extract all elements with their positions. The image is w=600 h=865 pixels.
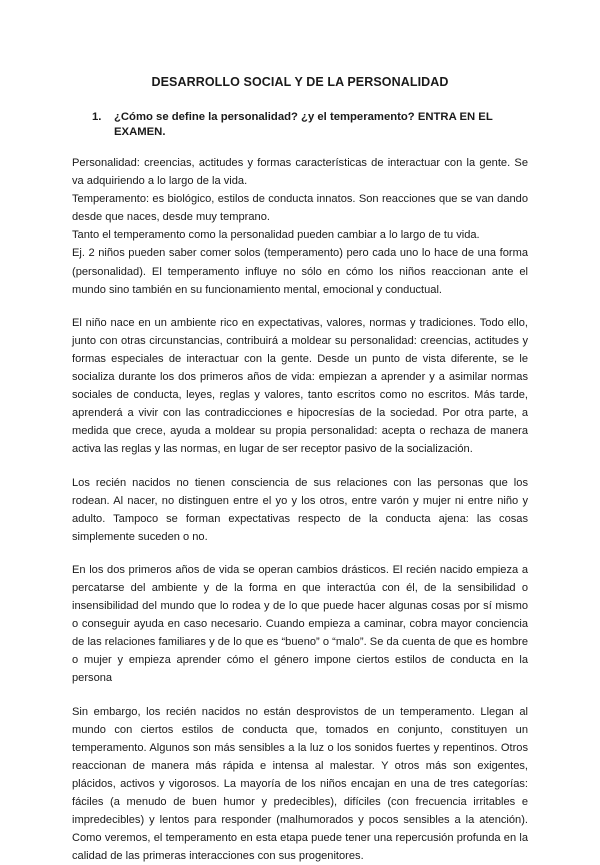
definition-change: Tanto el temperamento como la personalidad pueden cambiar a lo largo de tu vida. (72, 229, 480, 242)
paragraph-socialization: El niño nace en un ambiente rico en expectativas, valores, normas y tradiciones. Todo ello, junto con otras circunstancias, contribuirá a moldear su personalidad: creencias, actitudes y formas especiales de interactuar con la gente. Desde un punto de vista diferente, se le socializa durante los dos primeros años de vida: empiezan a aprender y a asimilar normas sociales de conducta, leyes, reglas y valores, tanto escritos como no escritos. Más tarde, aprenderá a vivir con las contradicciones e hipocresías de la sociedad. Por otra parte, a medida que crece, ayuda a moldear su propia personalidad: acepta o rechaza de manera activa las reglas y las normas, en lugar de ser receptor pasivo de la socialización. (72, 316, 528, 456)
definitions-block (72, 154, 528, 299)
paragraph-newborns: Los recién nacidos no tienen consciencia de sus relaciones con las personas que los rodean. Al nacer, no distinguen entre el yo y los otros, entre varón y mujer ni entre niño y adulto. Tampoco se forman expectativas respecto de la conducta ajena: las cosas simplemente suceden o no. (72, 476, 528, 543)
paragraph-temperament: Sin embargo, los recién nacidos no están desprovistos de un temperamento. Llegan al mundo con ciertos estilos de conducta que, tomados en conjunto, constituyen un temperamento. Algunos son más sensibles a la luz o los sonidos fuertes y repentinos. Otros reaccionan de manera más rápida e intensa al malestar. Y otros más son exigentes, plácidos, activos y vigorosos. La mayoría de los niños encajan en una de tres categorías: fáciles (a menudo de buen humor y predecibles), difíciles (con frecuencia irritables e impredecibles) y lentos para responder (malhumorados y pocos sensibles a la atención). Como veremos, el temperamento en esta etapa puede tener una repercusión profunda en la calidad de las primeras interacciones con sus progenitores. (72, 705, 528, 863)
definition-example: Ej. 2 niños pueden saber comer solos (temperamento) pero cada uno lo hace de una forma (personalidad). El temperamento influye no sólo en cómo los niños reaccionan ante el mundo sino también en su funcionamiento mental, emocional y conductual. (72, 247, 528, 296)
question-heading (72, 110, 528, 140)
definition-temperamento: Temperamento: es biológico, estilos de conducta innatos. Son reacciones que se van dando desde que naces, desde muy temprano. (72, 193, 528, 224)
definition-personalidad: Personalidad: creencias, actitudes y formas características de interactuar con la gente. Se va adquiriendo a lo largo de la vida. (72, 157, 528, 188)
paragraph-first-years: En los dos primeros años de vida se operan cambios drásticos. El recién nacido empieza a percatarse del ambiente y de la forma en que interactúa con él, de la sensibilidad o insensibilidad del mundo que lo rodea y de lo que puede hacer algunas cosas por sí mismo o conseguir ayuda en caso necesario. Cuando empieza a caminar, cobra mayor conciencia de las relaciones familiares y de lo que es “bueno” o “malo”. Se da cuenta de que es hombre o mujer y empieza aprender cómo el género impone ciertos estilos de conducta en la persona (72, 563, 528, 685)
question-number: 1. (92, 111, 102, 123)
document-title: DESARROLLO SOCIAL Y DE LA PERSONALIDAD (151, 75, 449, 89)
question-text: ¿Cómo se define la personalidad? ¿y el temperamento? ENTRA EN EL EXAMEN. (114, 111, 493, 138)
